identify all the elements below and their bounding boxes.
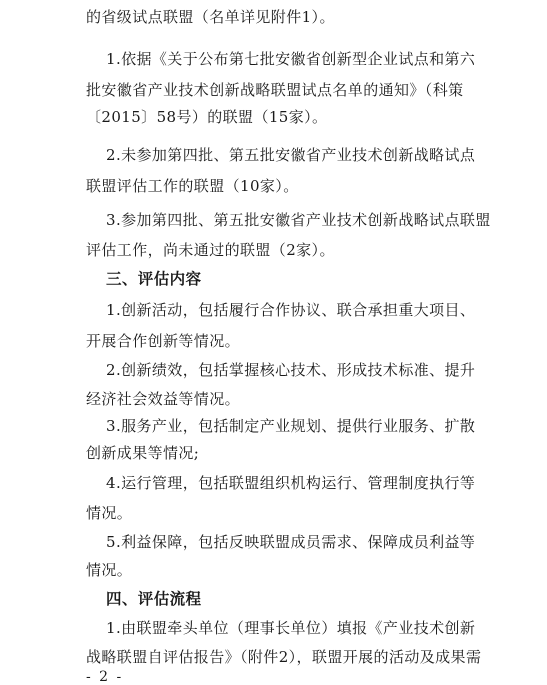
page-number: - 2 -: [86, 669, 124, 685]
paragraph-line: 2.创新绩效，包括掌握核心技术、形成技术标准、提升: [106, 361, 476, 379]
paragraph-line: 5.利益保障，包括反映联盟成员需求、保障成员利益等: [106, 533, 476, 551]
paragraph-line: 联盟评估工作的联盟（10家）。: [86, 177, 299, 195]
paragraph-line: 1.创新活动，包括履行合作协议、联合承担重大项目、: [106, 301, 476, 319]
paragraph-line: 评估工作，尚未通过的联盟（2家）。: [86, 241, 335, 259]
paragraph-line: 创新成果等情况;: [86, 444, 200, 462]
paragraph-line: 2.未参加第四批、第五批安徽省产业技术创新战略试点: [106, 146, 476, 164]
paragraph-line: 经济社会效益等情况。: [86, 390, 241, 408]
section-heading: 四、评估流程: [106, 590, 202, 608]
paragraph-line: 开展合作创新等情况。: [86, 332, 241, 350]
paragraph-line: 4.运行管理，包括联盟组织机构运行、管理制度执行等: [106, 474, 476, 492]
paragraph-line: 批安徽省产业技术创新战略联盟试点名单的通知》（科策: [86, 81, 464, 99]
paragraph-line: 1.由联盟牵头单位（理事长单位）填报《产业技术创新: [106, 619, 476, 637]
paragraph-line: 的省级试点联盟（名单详见附件1）。: [86, 8, 335, 26]
paragraph-line: 战略联盟自评估报告》（附件2），联盟开展的活动及成果需: [86, 648, 482, 666]
paragraph-line: 〔2015〕58号）的联盟（15家）。: [86, 108, 328, 126]
paragraph-line: 1.依据《关于公布第七批安徽省创新型企业试点和第六: [106, 50, 476, 68]
paragraph-line: 3.服务产业，包括制定产业规划、提供行业服务、扩散: [106, 417, 476, 435]
section-heading: 三、评估内容: [106, 270, 202, 288]
paragraph-line: 情况。: [86, 561, 133, 579]
paragraph-line: 情况。: [86, 504, 133, 522]
paragraph-line: 3.参加第四批、第五批安徽省产业技术创新战略试点联盟: [106, 211, 491, 229]
